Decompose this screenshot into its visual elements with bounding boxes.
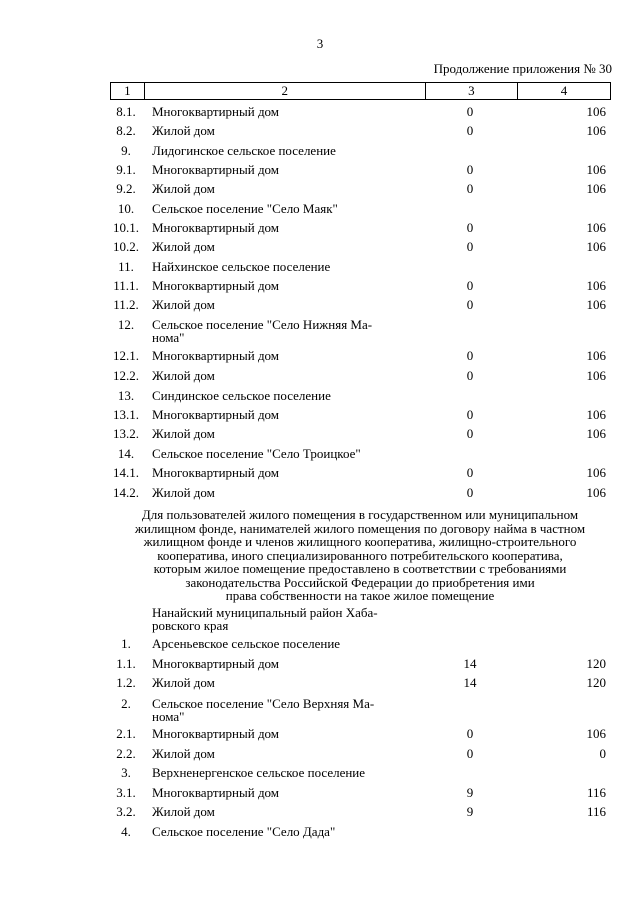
row-number: 11. — [118, 259, 134, 274]
row-text: Жилой дом — [152, 368, 215, 383]
row-text: Многоквартирный дом — [152, 162, 280, 177]
section-paragraph — [100, 508, 620, 603]
row-number: 11.1. — [113, 278, 139, 293]
row-value-4: 116 — [586, 804, 606, 819]
row-value-3: 0 — [466, 104, 474, 119]
row-value-4: 106 — [586, 465, 606, 480]
paragraph-line: жилищном фонде, нанимателей жилого помещения по договору найма в частном — [134, 520, 586, 536]
row-value-3: 0 — [466, 465, 474, 480]
row-value-4: 106 — [586, 348, 606, 363]
row-number: 12.1. — [113, 348, 139, 363]
row-number: 12. — [117, 317, 135, 332]
row-value-4: 120 — [586, 656, 606, 671]
row-value-4: 106 — [586, 485, 606, 500]
row-number: 3.2. — [116, 804, 136, 819]
row-text-continued: ровского края — [152, 618, 229, 633]
header-cell-1: 1 — [111, 83, 145, 100]
row-text: Жилой дом — [152, 181, 215, 196]
row-value-4: 106 — [586, 297, 606, 312]
row-value-4: 106 — [586, 407, 606, 422]
row-value-4: 120 — [586, 675, 606, 690]
paragraph-line: законодательства Российской Федерации до приобретения ими — [185, 574, 535, 590]
row-number: 4. — [121, 824, 131, 839]
row-number: 13.1. — [113, 407, 139, 422]
row-value-3: 0 — [466, 746, 474, 761]
row-text: Сельское поселение "Село Нижняя Ма- — [152, 317, 373, 332]
row-text: Жилой дом — [152, 804, 215, 819]
row-text: Нанайский муниципальный район Хаба- — [152, 605, 378, 620]
row-text: Верхненергенское сельское поселение — [152, 765, 366, 780]
row-number: 2. — [121, 696, 131, 711]
row-value-3: 0 — [466, 368, 474, 383]
table-header — [110, 82, 611, 100]
row-value-3: 0 — [466, 348, 474, 363]
row-value-4: 106 — [586, 239, 606, 254]
paragraph-line: права собственности на такое жилое помещение — [225, 588, 495, 603]
page-number: 3 — [316, 36, 324, 51]
row-number: 1.2. — [116, 675, 136, 690]
row-number: 3. — [121, 765, 131, 780]
row-value-3: 14 — [463, 675, 477, 690]
row-value-3: 0 — [466, 181, 474, 196]
row-text: Сельское поселение "Село Дада" — [152, 824, 336, 839]
row-text: Жилой дом — [152, 746, 215, 761]
row-value-3: 0 — [466, 123, 474, 138]
row-number: 9. — [121, 143, 131, 158]
row-value-3: 0 — [466, 220, 474, 235]
continuation-caption: Продолжение приложения № 30 — [433, 61, 612, 76]
row-text: Многоквартирный дом — [152, 348, 280, 363]
row-text: Жилой дом — [152, 485, 215, 500]
row-value-4: 106 — [586, 181, 606, 196]
row-number: 9.1. — [116, 162, 136, 177]
row-value-4: 106 — [586, 278, 606, 293]
row-value-3: 0 — [466, 407, 474, 422]
paragraph-line: кооператива, иного специализированного потребительского кооператива, — [157, 547, 563, 563]
row-number: 12.2. — [113, 368, 139, 383]
row-text: Многоквартирный дом — [152, 785, 280, 800]
row-number: 13. — [117, 388, 135, 403]
paragraph-line: которым жилое помещение предоставлено в соответствии с требованиями — [153, 561, 567, 576]
row-value-3: 0 — [466, 297, 474, 312]
header-cell-3: 3 — [425, 83, 517, 100]
row-text: Многоквартирный дом — [152, 656, 280, 671]
header-cell-2: 2 — [144, 83, 425, 100]
row-text: Жилой дом — [152, 426, 215, 441]
row-text: Жилой дом — [152, 297, 215, 312]
row-text: Жилой дом — [152, 675, 215, 690]
row-text-continued: нома" — [152, 709, 185, 724]
row-value-3: 0 — [466, 426, 474, 441]
row-text: Арсеньевское сельское поселение — [152, 636, 341, 651]
row-value-4: 106 — [586, 220, 606, 235]
row-text: Сельское поселение "Село Троицкое" — [152, 446, 361, 461]
row-value-3: 14 — [463, 656, 477, 671]
row-value-3: 0 — [466, 239, 474, 254]
row-number: 13.2. — [113, 426, 139, 441]
row-text: Многоквартирный дом — [152, 220, 280, 235]
row-text: Лидогинское сельское поселение — [152, 143, 336, 158]
row-number: 11.2. — [113, 297, 139, 312]
paragraph-line: жилищном фонде и членов жилищного кооператива, жилищно-строительного — [143, 534, 577, 549]
row-number: 10.2. — [113, 239, 139, 254]
row-value-4: 106 — [586, 426, 606, 441]
row-value-3: 0 — [466, 485, 474, 500]
row-text: Многоквартирный дом — [152, 726, 280, 741]
row-number: 14. — [117, 446, 135, 461]
row-number: 2.2. — [116, 746, 136, 761]
row-number: 2.1. — [116, 726, 136, 741]
row-value-4: 106 — [586, 368, 606, 383]
row-value-4: 106 — [586, 162, 606, 177]
paragraph-line: Для пользователей жилого помещения в государственном или муниципальном — [141, 507, 579, 522]
row-number: 10.1. — [113, 220, 139, 235]
row-number: 1. — [121, 636, 131, 651]
row-text: Жилой дом — [152, 123, 215, 138]
row-number: 10. — [117, 201, 135, 216]
row-number: 8.2. — [116, 123, 136, 138]
row-value-4: 0 — [599, 746, 606, 761]
row-text: Многоквартирный дом — [152, 278, 280, 293]
row-number: 14.2. — [113, 485, 139, 500]
row-number: 14.1. — [113, 465, 139, 480]
row-value-4: 116 — [586, 785, 606, 800]
row-value-4: 106 — [586, 123, 606, 138]
row-text: Сельское поселение "Село Верхняя Ма- — [152, 696, 375, 711]
row-value-3: 9 — [466, 785, 474, 800]
header-cell-4: 4 — [517, 83, 610, 100]
row-text: Многоквартирный дом — [152, 104, 280, 119]
row-value-3: 0 — [466, 278, 474, 293]
row-text-continued: нома" — [152, 330, 185, 345]
row-text: Найхинское сельское поселение — [152, 259, 331, 274]
row-value-3: 0 — [466, 162, 474, 177]
row-text: Многоквартирный дом — [152, 465, 280, 480]
row-number: 3.1. — [116, 785, 136, 800]
row-number: 8.1. — [116, 104, 136, 119]
row-value-3: 9 — [466, 804, 474, 819]
row-value-4: 106 — [586, 104, 606, 119]
row-text: Синдинское сельское поселение — [152, 388, 331, 403]
row-value-3: 0 — [466, 726, 474, 741]
row-value-4: 106 — [586, 726, 606, 741]
row-text: Жилой дом — [152, 239, 215, 254]
row-text: Сельское поселение "Село Маяк" — [152, 201, 338, 216]
row-number: 9.2. — [116, 181, 136, 196]
row-number: 1.1. — [116, 656, 136, 671]
row-text: Многоквартирный дом — [152, 407, 280, 422]
